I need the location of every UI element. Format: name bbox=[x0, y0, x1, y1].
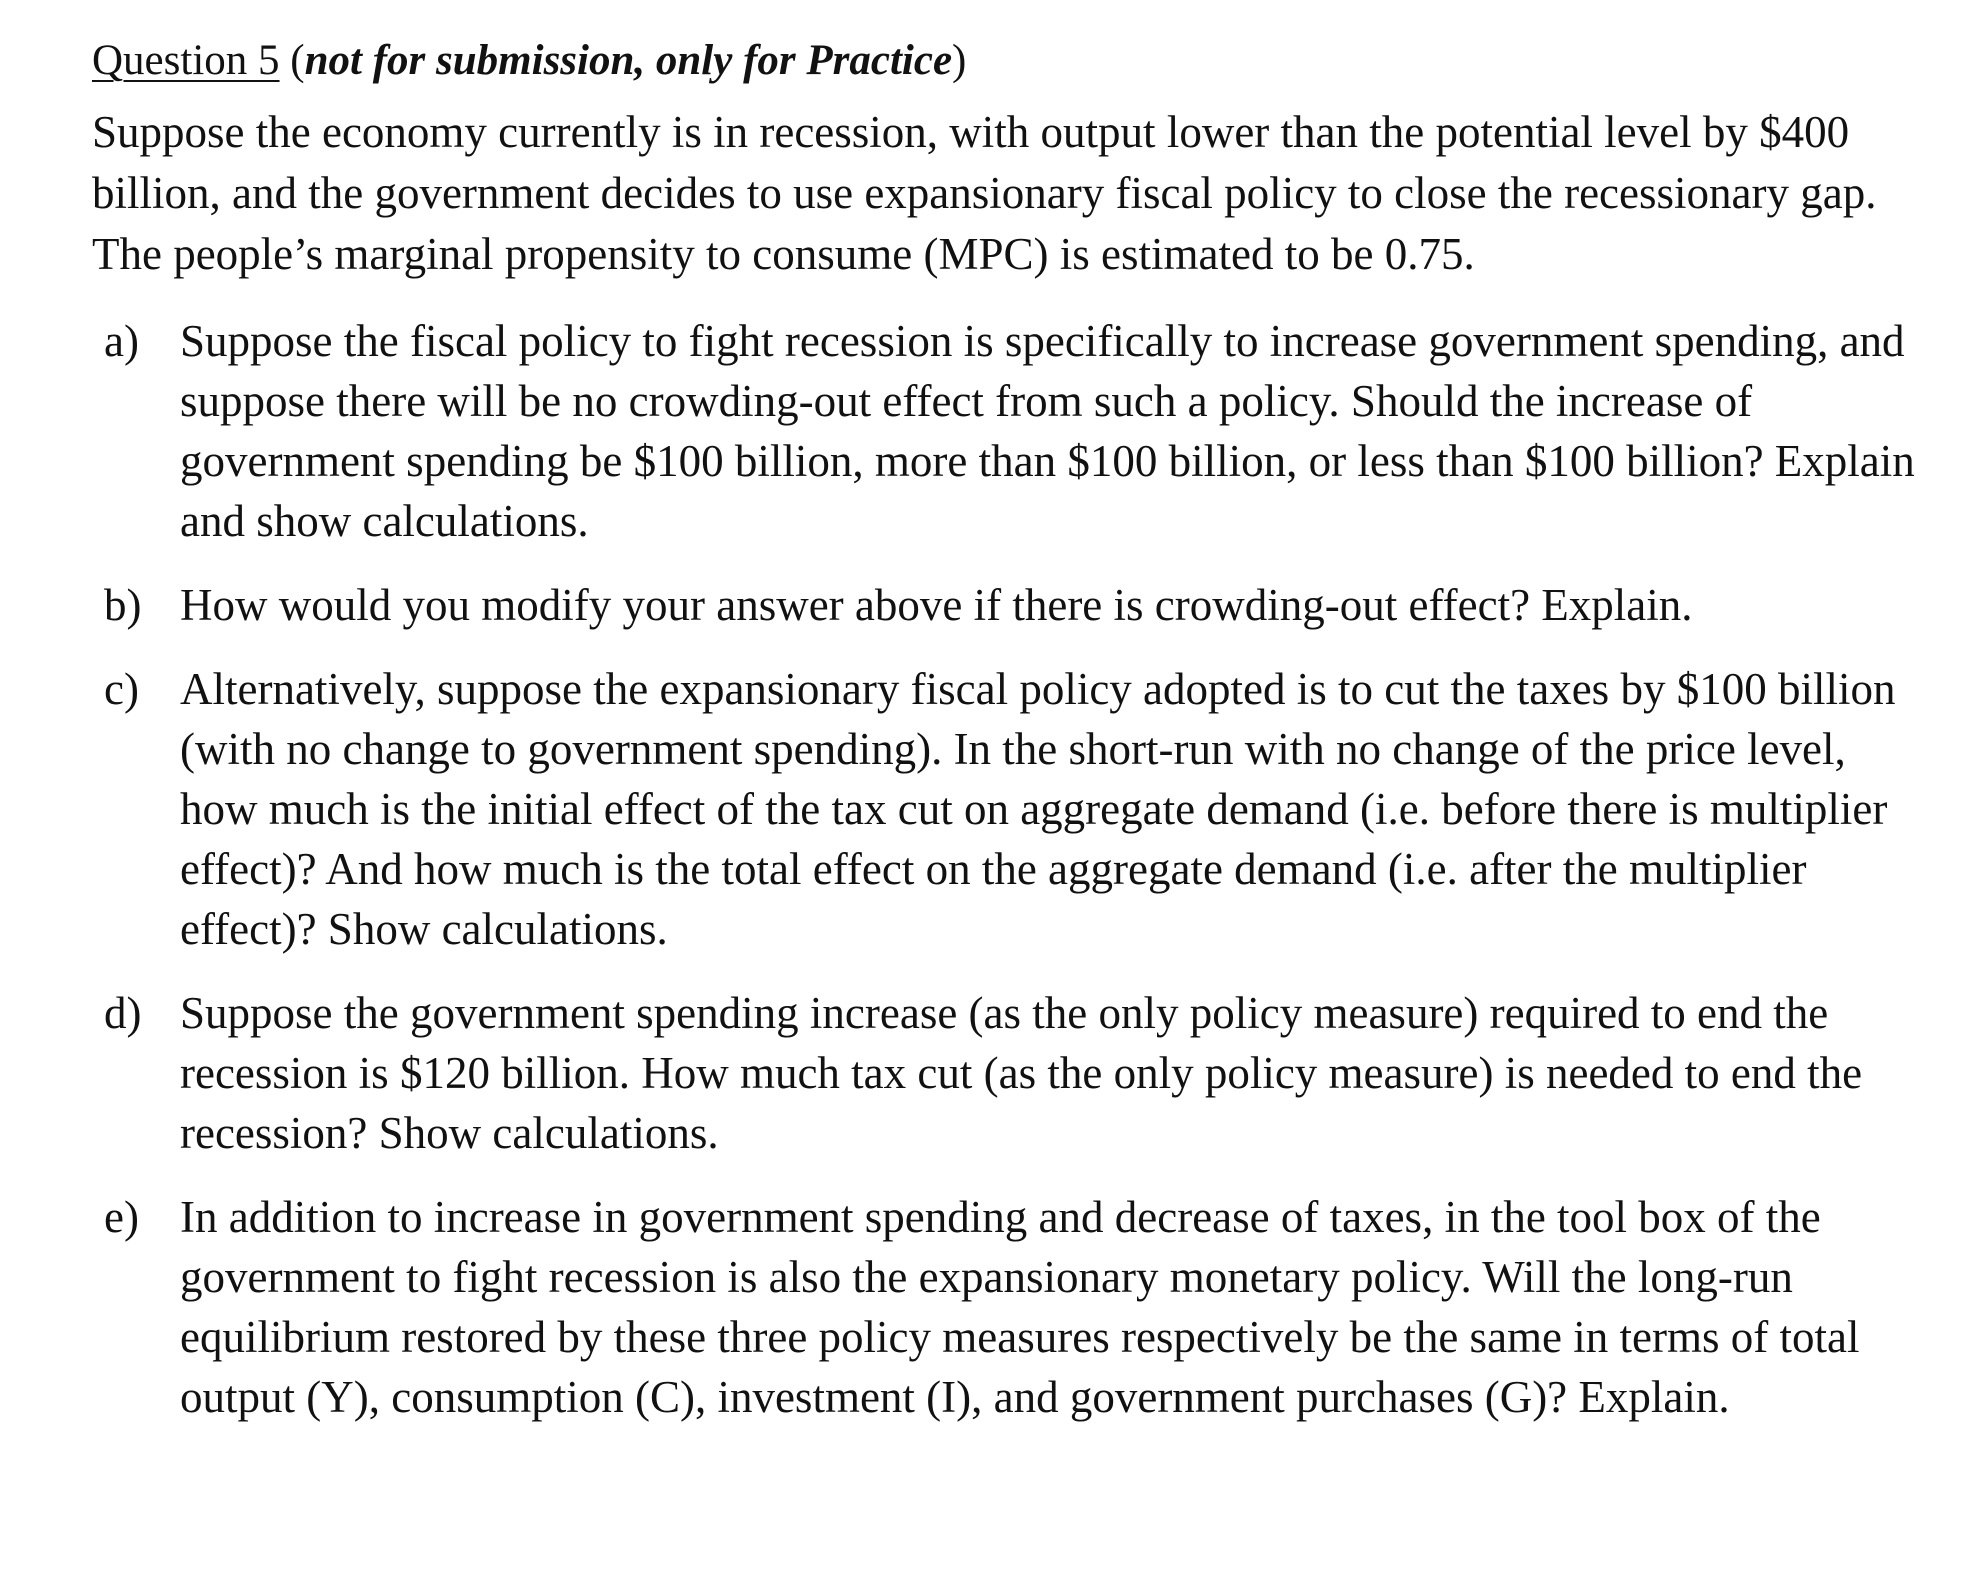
sub-question-list bbox=[92, 311, 1952, 1427]
sub-question-a bbox=[92, 311, 1952, 551]
title-close-paren: ) bbox=[952, 37, 967, 84]
sub-question-text: Alternatively, suppose the expansionary fiscal policy adopted is to cut the taxes by $100 billion (with no change to government spending). In the short-run with no change of the price level, how much is the initial effect of the tax cut on aggregate demand (i.e. before there is multiplier effect)? And how much is the total effect on the aggregate demand (i.e. after the multiplier effect)? Show calculations. bbox=[180, 664, 1896, 954]
question-label: Question 5 bbox=[92, 37, 280, 84]
sub-question-c bbox=[92, 659, 1952, 959]
sub-question-d bbox=[92, 983, 1952, 1163]
question-title bbox=[92, 34, 1952, 88]
title-open-paren: ( bbox=[279, 37, 305, 84]
sub-question-marker: e) bbox=[104, 1192, 139, 1242]
sub-question-marker: c) bbox=[104, 664, 139, 714]
sub-question-b bbox=[92, 575, 1952, 635]
sub-question-text: Suppose the fiscal policy to fight recession is specifically to increase government spending, and suppose there will be no crowding-out effect from such a policy. Should the increase of government spending be $100 billion, more than $100 billion, or less than $100 billion? Explain and show calculations. bbox=[180, 316, 1915, 546]
sub-question-marker: b) bbox=[104, 580, 142, 630]
sub-question-text: In addition to increase in government spending and decrease of taxes, in the tool box of the government to fight recession is also the expansionary monetary policy. Will the long-run equilibrium restored by these three policy measures respectively be the same in terms of total output (Y), consumption (C), investment (I), and government purchases (G)? Explain. bbox=[180, 1192, 1860, 1422]
sub-question-e bbox=[92, 1187, 1952, 1427]
sub-question-text: Suppose the government spending increase (as the only policy measure) required to end the recession is $120 billion. How much tax cut (as the only policy measure) is needed to end the recession? Show calculations. bbox=[180, 988, 1863, 1158]
sub-question-marker: d) bbox=[104, 988, 142, 1038]
sub-question-text: How would you modify your answer above if there is crowding-out effect? Explain. bbox=[180, 580, 1693, 630]
practice-note: not for submission, only for Practice bbox=[304, 37, 953, 84]
question-document bbox=[92, 34, 1952, 1451]
question-intro: Suppose the economy currently is in recession, with output lower than the potential level by $400 billion, and the government decides to use expansionary fiscal policy to close the recessionary gap. The people’s marginal propensity to consume (MPC) is estimated to be 0.75. bbox=[92, 107, 1877, 279]
sub-question-marker: a) bbox=[104, 316, 139, 366]
